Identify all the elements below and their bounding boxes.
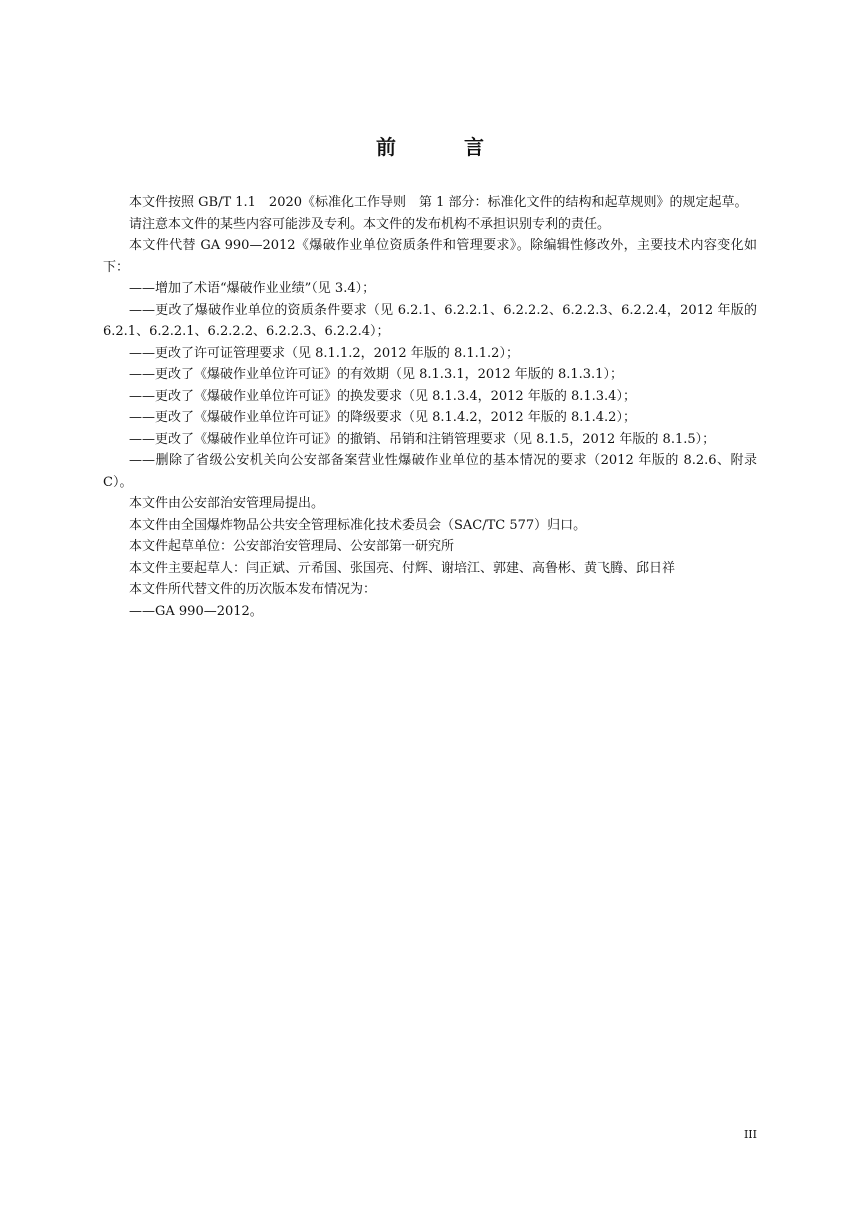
paragraph-replacement: 本文件代替 GA 990—2012《爆破作业单位资质条件和管理要求》。除编辑性修改外，主要技术内容变化如下： (103, 238, 757, 275)
list-item-change: ——更改了爆破作业单位的资质条件要求（见 6.2.1、6.2.2.1、6.2.2.2、6.2.2.3、6.2.2.4，2012 年版的 6.2.1、6.2.2.1、6.2.2.2、6.2.2.3、6.2.2.4）； (103, 302, 757, 339)
paragraph-drafting-units: 本文件起草单位：公安部治安管理局、公安部第一研究所 (129, 539, 455, 554)
page-number: III (743, 1128, 757, 1141)
page-title: 前 言 (376, 135, 508, 159)
list-item-change: ——增加了术语“爆破作业业绩”（见 3.4）； (129, 281, 376, 296)
paragraph-patent-notice: 请注意本文件的某些内容可能涉及专利。本文件的发布机构不承担识别专利的责任。 (129, 216, 611, 232)
paragraph-drafters: 本文件主要起草人：闫正斌、亓希国、张国亮、付辉、谢培江、郭建、高鲁彬、黄飞腾、邱日祥 (129, 560, 676, 576)
paragraph-drafting-rule: 本文件按照 GB/T 1.1 2020《标准化工作导则 第 1 部分：标准化文件的结构和起草规则》的规定起草。 (129, 195, 748, 210)
list-item-change: ——更改了《爆破作业单位许可证》的换发要求（见 8.1.3.4，2012 年版的 8.1.3.4）； (129, 388, 636, 404)
list-item-change: ——删除了省级公安机关向公安部备案营业性爆破作业单位的基本情况的要求（2012 年版的 8.2.6、附录 C）。 (103, 453, 757, 490)
paragraph-committee: 本文件由全国爆炸物品公共安全管理标准化技术委员会（SAC/TC 577）归口。 (129, 517, 587, 533)
foreword-body (103, 192, 757, 622)
list-item-change: ——更改了《爆破作业单位许可证》的降级要求（见 8.1.4.2，2012 年版的 8.1.4.2）； (129, 410, 636, 425)
list-item-change: ——更改了《爆破作业单位许可证》的有效期（见 8.1.3.1，2012 年版的 8.1.3.1）； (129, 367, 623, 382)
paragraph-proposer: 本文件由公安部治安管理局提出。 (129, 496, 325, 511)
list-item-change: ——更改了许可证管理要求（见 8.1.1.2，2012 年版的 8.1.1.2）； (129, 345, 519, 361)
list-item-history: ——GA 990—2012。 (129, 603, 263, 619)
list-item-change: ——更改了《爆破作业单位许可证》的撤销、吊销和注销管理要求（见 8.1.5，2012 年版的 8.1.5）； (129, 431, 716, 447)
paragraph-history: 本文件所代替文件的历次版本发布情况为： (129, 582, 377, 597)
